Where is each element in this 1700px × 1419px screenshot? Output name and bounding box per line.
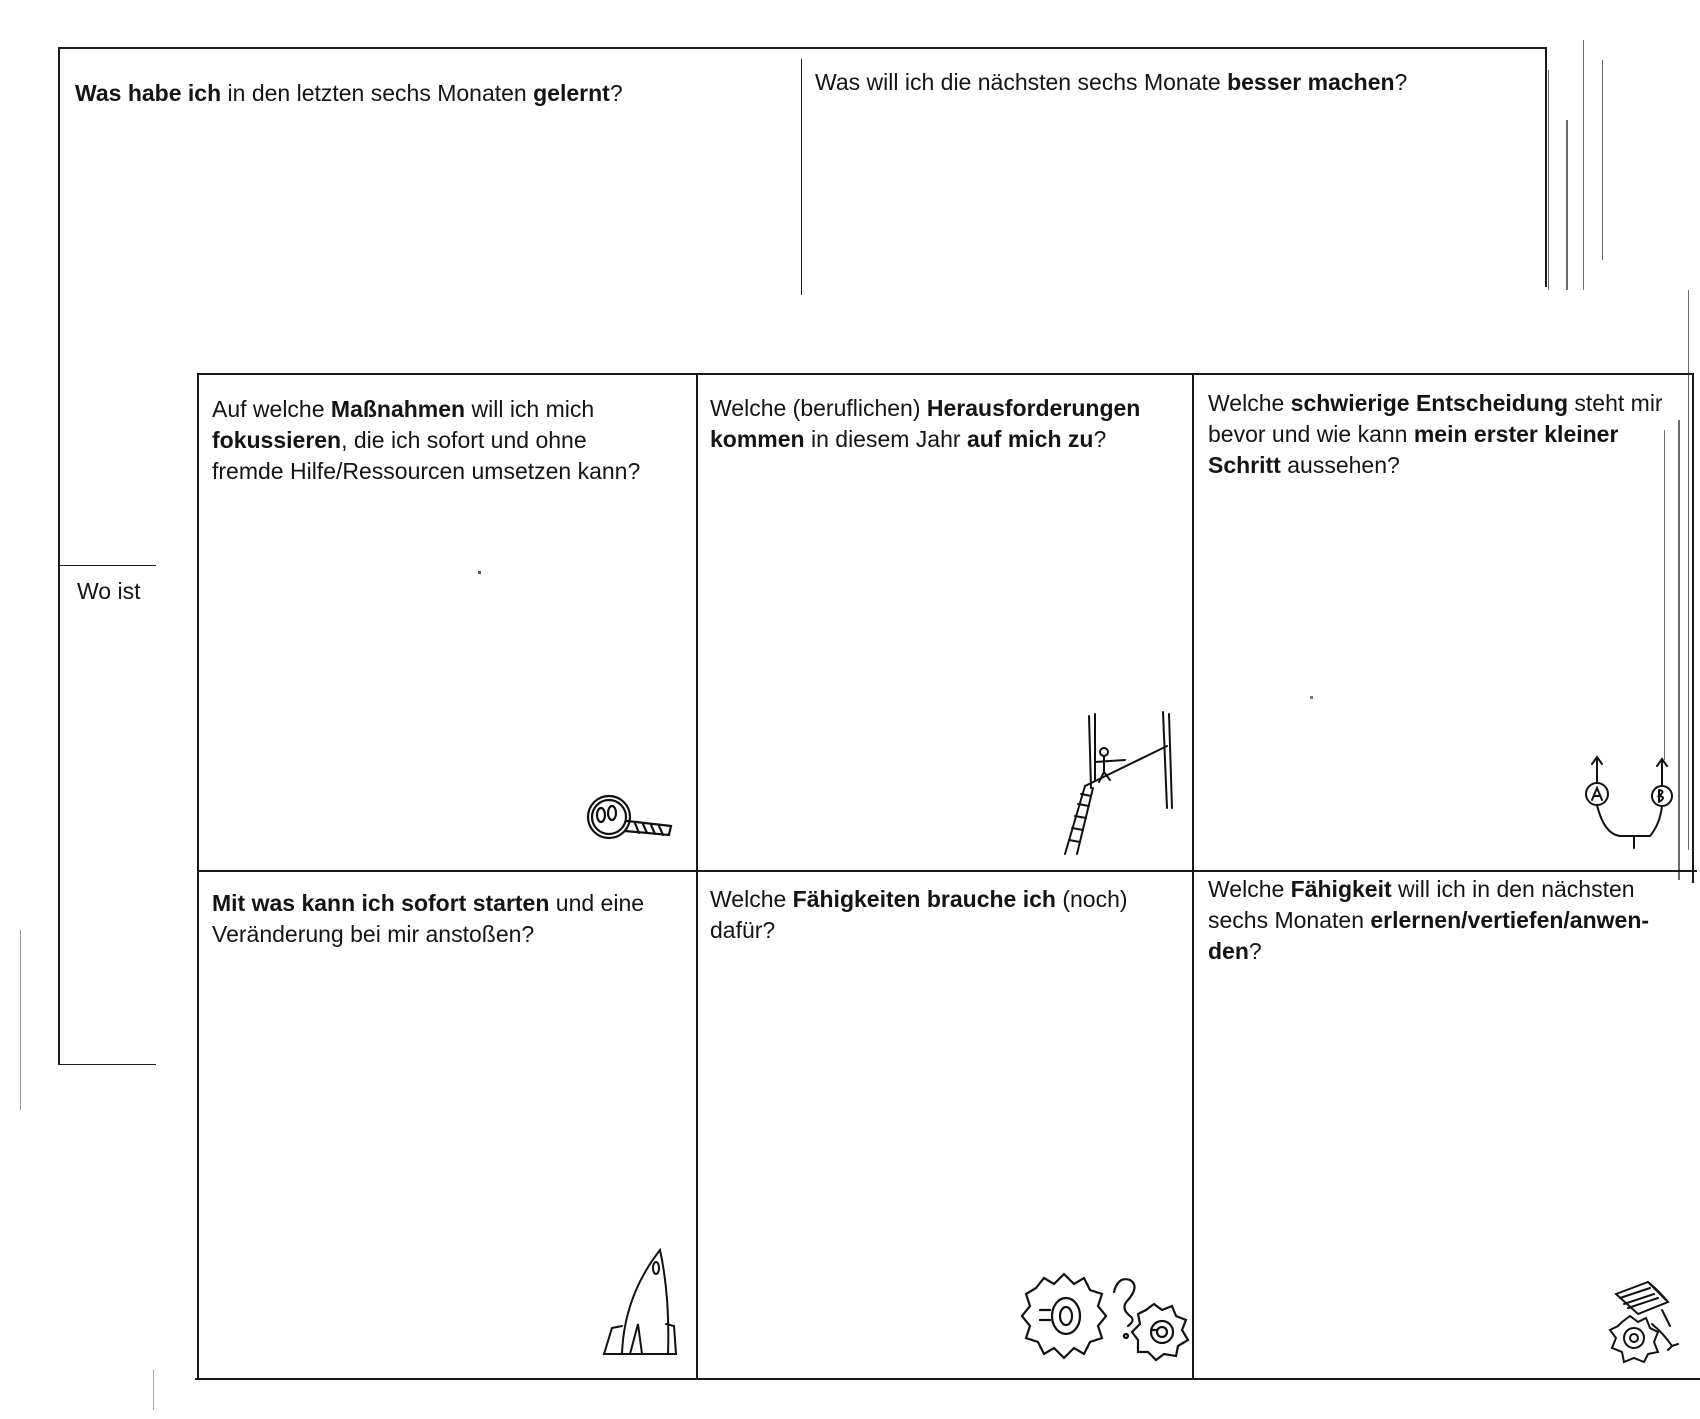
text-run: Veränderung bei mir anstoßen? bbox=[212, 921, 535, 947]
text-run: und eine bbox=[549, 890, 645, 916]
bold-text-run: Fähigkeiten brauche ich bbox=[792, 886, 1056, 912]
text-run: ? bbox=[1248, 938, 1262, 964]
text-run: Was will ich die nächsten sechs Monate bbox=[815, 69, 1228, 95]
text-run: Welche bbox=[1208, 876, 1291, 902]
bold-text-run: Was habe ich bbox=[75, 80, 222, 106]
decision-fork-icon bbox=[1580, 754, 1680, 849]
grid-column-divider-2 bbox=[1192, 373, 1194, 1380]
text-run: aussehen? bbox=[1280, 452, 1400, 478]
text-run: Welche bbox=[710, 886, 793, 912]
question-faehigkeiten-brauchen bbox=[710, 884, 1128, 946]
bold-text-run: erlernen/vertiefen/anwen- bbox=[1370, 907, 1650, 933]
text-run: fremde Hilfe/Ressourcen umsetzen kann? bbox=[212, 458, 641, 484]
grid-bottom-border bbox=[195, 1378, 1700, 1380]
text-run: ? bbox=[1093, 426, 1107, 452]
text-run: (noch) bbox=[1055, 886, 1128, 912]
text-run: Welche (beruflichen) bbox=[710, 395, 927, 421]
back-sheet-row-divider bbox=[58, 565, 156, 566]
text-run: ? bbox=[1394, 69, 1408, 95]
question-herausforderungen bbox=[710, 393, 1140, 455]
tightrope-walker-icon bbox=[1055, 708, 1177, 858]
back-sheet-left-border bbox=[58, 47, 60, 1065]
text-run: steht mir bbox=[1568, 390, 1663, 416]
gear-book-icon bbox=[1608, 1280, 1688, 1362]
bold-text-run: Maßnahmen bbox=[330, 396, 466, 422]
question-besser-machen bbox=[815, 67, 1407, 98]
bold-text-run: Fähigkeit bbox=[1290, 876, 1392, 902]
question-sofort-starten bbox=[212, 888, 644, 950]
bold-text-run: mein erster kleiner bbox=[1413, 421, 1619, 447]
bold-text-run: fokussieren bbox=[212, 427, 342, 453]
text-run: will ich mich bbox=[465, 396, 595, 422]
bold-text-run: Herausforderungen bbox=[926, 395, 1141, 421]
text-run: in diesem Jahr bbox=[804, 426, 967, 452]
question-schwierige-entscheidung bbox=[1208, 388, 1663, 481]
text-run: ? bbox=[609, 80, 623, 106]
gears-question-icon bbox=[1018, 1270, 1193, 1362]
bold-text-run: Mit was kann ich sofort starten bbox=[212, 890, 550, 916]
question-faehigkeit-erlernen bbox=[1208, 874, 1649, 967]
question-massnahmen bbox=[212, 394, 640, 487]
back-sheet-top-border bbox=[58, 47, 1546, 49]
grid-left-border bbox=[197, 373, 199, 1380]
rocket-icon bbox=[600, 1246, 682, 1356]
back-sheet-bottom-border bbox=[58, 1064, 156, 1065]
bold-text-run: gelernt bbox=[533, 80, 610, 106]
text-run: will ich in den nächsten bbox=[1391, 876, 1635, 902]
bold-text-run: auf mich zu bbox=[966, 426, 1094, 452]
bold-text-run: kommen bbox=[710, 426, 805, 452]
bold-text-run: besser machen bbox=[1227, 69, 1395, 95]
grid-top-border bbox=[197, 373, 1694, 375]
partial-question-wo-ist: Wo ist bbox=[77, 578, 141, 604]
text-run: Welche bbox=[1208, 390, 1291, 416]
text-run: Auf welche bbox=[212, 396, 331, 422]
text-run: sechs Monaten bbox=[1208, 907, 1371, 933]
text-run: bevor und wie kann bbox=[1208, 421, 1414, 447]
back-sheet-top-divider bbox=[801, 59, 802, 295]
text-run: in den letzten sechs Monaten bbox=[221, 80, 534, 106]
grid-middle-divider bbox=[197, 870, 1697, 872]
bold-text-run: schwierige Entscheidung bbox=[1290, 390, 1569, 416]
text-run: , die ich sofort und ohne bbox=[341, 427, 587, 453]
grid-column-divider-1 bbox=[696, 373, 698, 1380]
question-was-gelernt bbox=[75, 78, 623, 109]
magnifying-glass-icon bbox=[585, 791, 675, 843]
bold-text-run: Schritt bbox=[1208, 452, 1281, 478]
grid-right-border bbox=[1692, 373, 1694, 883]
back-sheet-right-border bbox=[1545, 47, 1547, 287]
text-run: dafür? bbox=[710, 917, 776, 943]
bold-text-run: den bbox=[1208, 938, 1249, 964]
